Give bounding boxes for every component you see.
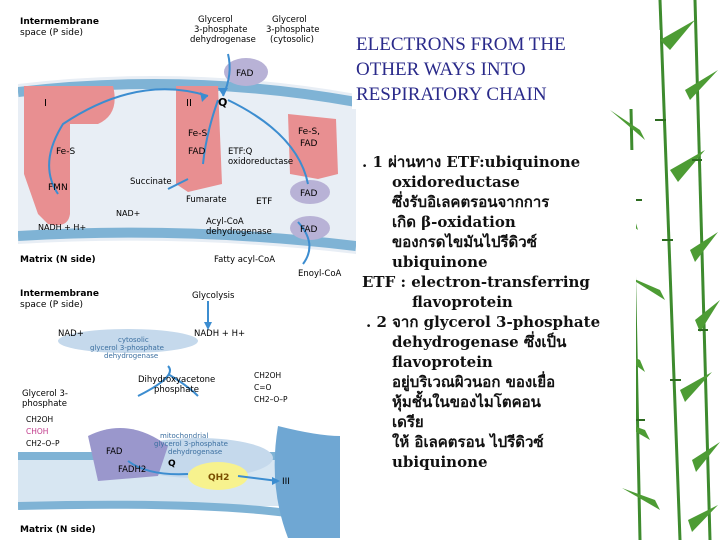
bottom-nadh-label: NADH + H+ — [194, 329, 246, 339]
dhap-ch2oh: CH2OH — [254, 371, 282, 380]
top-matrix-label: Matrix (N side) — [20, 255, 96, 265]
fes-label-2: Fe-S — [56, 147, 76, 157]
title-line-3: RESPIRATORY CHAIN — [356, 84, 547, 105]
top-intermembrane-label: Intermembrane — [20, 17, 99, 27]
slide-body-text — [358, 150, 636, 474]
complex-ii-label: II — [186, 98, 192, 109]
dhap-co: C=O — [254, 383, 272, 392]
bottom-matrix-label: Matrix (N side) — [20, 525, 96, 535]
g3p-label-2: 3-phosphate — [266, 25, 320, 35]
gpdh-label-2: 3-phosphate — [194, 25, 248, 35]
succinate-label: Succinate — [130, 177, 172, 187]
complex-iii-label: III — [282, 477, 290, 487]
top-intermembrane-label-2: space (P side) — [20, 28, 84, 38]
acylcoa-label-1: Acyl-CoA — [206, 217, 244, 227]
g3p-choh: CHOH — [26, 427, 49, 436]
body-line: อยู่บริเวณผิวนอก ของเยื่อ — [392, 373, 556, 391]
dhap-label-1: Dihydroxyacetone — [138, 375, 216, 385]
body-line: ของกรดไขมันไปรีดิวซ์ — [392, 233, 537, 251]
gpdh-label-3: dehydrogenase — [190, 35, 256, 45]
mito-gpdh-label-3: dehydrogenase — [168, 448, 223, 456]
fad-label-4: FAD — [300, 189, 318, 199]
enoyl-label: Enoyl-CoA — [298, 269, 342, 279]
etf-q-label-1: ETF:Q — [228, 147, 253, 157]
acylcoa-label-2: dehydrogenase — [206, 227, 272, 237]
body-line: หุ้มชั้นในของไมโตคอน — [392, 393, 541, 411]
gpdh-label-1: Glycerol — [198, 15, 233, 25]
glycerol-label-1: Glycerol 3- — [22, 389, 68, 399]
g3p-ch2op: CH2–O–P — [26, 439, 60, 448]
fad-label-2: FAD — [188, 147, 206, 157]
g3p-label-3: (cytosolic) — [270, 35, 314, 45]
q-label: Q — [218, 96, 228, 109]
body-line: . 2 จาก glycerol 3-phosphate — [366, 313, 601, 331]
etf-label: ETF — [256, 197, 273, 207]
body-line: ให้ อิเลคตรอน ไปรีดิวซ์ — [392, 433, 544, 451]
electron-transport-figure-top — [18, 14, 356, 284]
mito-gpdh-label-1: mitochondrial — [160, 432, 209, 440]
body-line: oxidoreductase — [392, 173, 520, 191]
nadh-label: NADH + H+ — [38, 223, 87, 232]
bottom-intermembrane-label: Intermembrane — [20, 289, 99, 299]
bottom-q-label: Q — [168, 459, 176, 469]
body-line: ubiquinone — [392, 453, 488, 471]
body-line: เกิด β-oxidation — [392, 213, 516, 231]
fad-label-3: FAD — [300, 139, 318, 149]
body-line: ETF : electron-transferring — [362, 273, 590, 291]
qh2-label: QH2 — [208, 473, 230, 483]
g3p-label-1: Glycerol — [272, 15, 307, 25]
fadh2-label: FADH2 — [118, 465, 147, 475]
body-line: flavoprotein — [392, 353, 493, 371]
slide-title — [352, 30, 660, 109]
fumarate-label: Fumarate — [186, 195, 227, 205]
bottom-intermembrane-label-2: space (P side) — [20, 300, 84, 310]
cytosolic-label-2: glycerol 3-phosphate — [90, 344, 164, 352]
cytosolic-label-3: dehydrogenase — [104, 352, 159, 360]
bottom-nad-label: NAD+ — [58, 329, 84, 339]
fmn-label: FMN — [48, 183, 68, 193]
dhap-label-2: phosphate — [154, 385, 199, 395]
complex-ii — [176, 86, 222, 192]
fes-label-3: Fe-S, — [298, 127, 321, 137]
bottom-fad-label: FAD — [106, 447, 123, 457]
fes-label-1: Fe-S — [188, 129, 208, 139]
glycolysis-label: Glycolysis — [192, 291, 235, 301]
dhap-ch2op: CH2–O–P — [254, 395, 288, 404]
etf-q-label-2: oxidoreductase — [228, 157, 294, 167]
g3p-ch2oh: CH2OH — [26, 415, 54, 424]
body-line: ซึ่งรับอิเลคตรอนจากการ — [392, 193, 550, 211]
fad-label-5: FAD — [300, 225, 318, 235]
mito-gpdh-label-2: glycerol 3-phosphate — [154, 440, 228, 448]
glycerol-phosphate-shuttle-figure — [18, 286, 340, 538]
body-line: เดรีย — [392, 413, 424, 431]
body-line: . 1 ผ่านทาง ETF:ubiquinone — [362, 153, 581, 171]
nad-label: NAD+ — [116, 209, 141, 218]
cytosolic-label-1: cytosolic — [118, 336, 149, 344]
glycerol-label-2: phosphate — [22, 399, 67, 409]
fatty-acyl-label: Fatty acyl-CoA — [214, 255, 276, 265]
title-line-2: OTHER WAYS INTO — [356, 59, 526, 80]
body-line: dehydrogenase ซึ่งเป็น — [392, 333, 567, 351]
body-line: flavoprotein — [412, 293, 513, 311]
body-line: ubiquinone — [392, 253, 488, 271]
title-line-1: ELECTRONS FROM THE — [356, 34, 566, 55]
complex-i-label: I — [44, 98, 47, 109]
fad-top-label: FAD — [236, 69, 254, 79]
